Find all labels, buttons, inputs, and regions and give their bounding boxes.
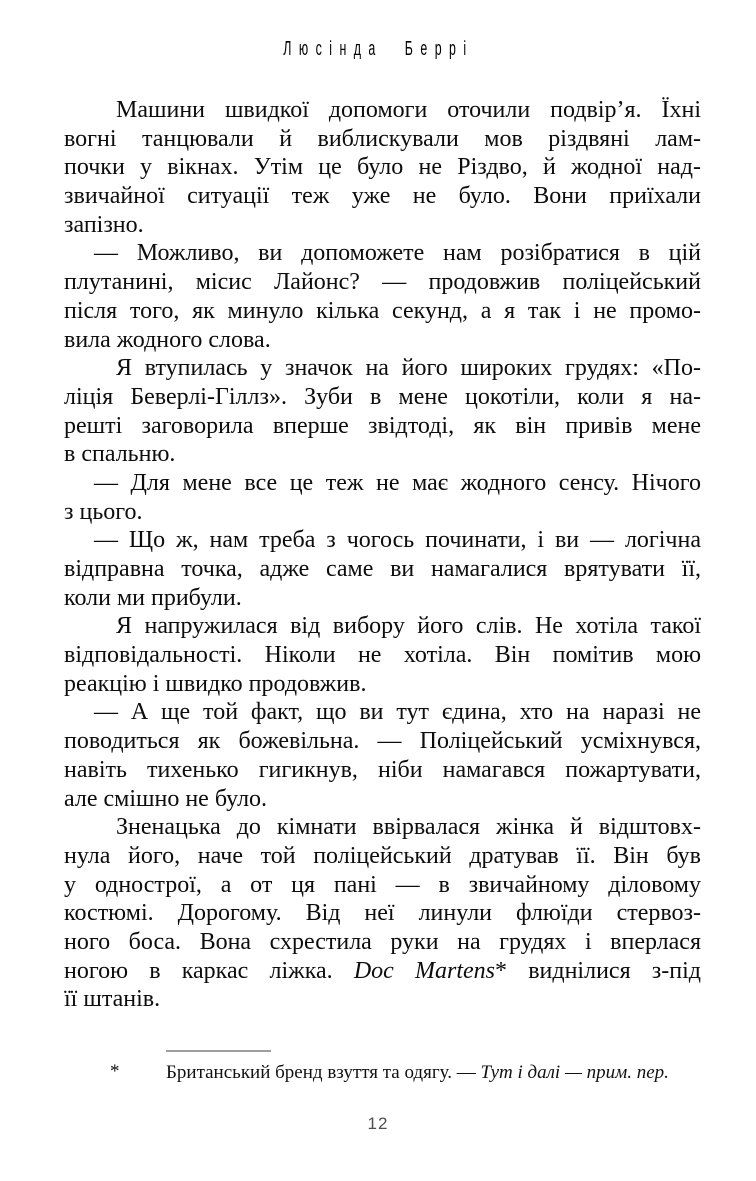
body-line: її штанів.	[64, 986, 161, 1013]
body-line: Зненацька до кімнати ввірвалася жінка й відштовх-	[116, 814, 701, 841]
body-line: звичайної ситуації теж уже не було. Вони приїхали	[64, 183, 701, 210]
paragraph	[64, 96, 701, 239]
paragraph	[64, 354, 701, 469]
body-line: реакцію і швидко продовжив.	[64, 670, 367, 697]
footnote-line	[64, 1061, 701, 1084]
body-line: поводиться як божевільна. — Поліцейський усміхнувся,	[64, 728, 701, 755]
body-line: відповідальності. Ніколи не хотіла. Він помітив мою	[64, 642, 701, 669]
page-number: 12	[367, 1114, 389, 1133]
body-line: нула його, наче той поліцейський дратував її. Він був	[64, 842, 701, 869]
body-line: ного боса. Вона схрестила руки на грудях і вперлася	[64, 928, 701, 955]
body-text	[64, 96, 701, 1014]
paragraph	[64, 526, 701, 612]
body-line: — Для мене все це теж не має жодного сенсу. Нічого	[94, 469, 701, 496]
body-line: у однострої, а от ця пані — в звичайному діловому	[64, 871, 701, 898]
body-line: — Можливо, ви допоможете нам розібратися в цій	[94, 240, 701, 267]
body-line: відправна точка, адже саме ви намагалися врятувати її,	[64, 556, 701, 582]
footnote-separator	[166, 1050, 271, 1052]
paragraph	[64, 239, 701, 354]
footnote-text: Британський бренд взуття та одягу. — Тут і далі — прим. пер.	[166, 1062, 669, 1083]
body-line: Машини швидкої допомоги оточили подвір’я. Їхні	[116, 97, 701, 123]
paragraph	[64, 469, 701, 526]
footnote-marker: *	[110, 1061, 120, 1082]
body-line: в спальню.	[64, 441, 176, 468]
body-line: — Що ж, нам треба з чогось починати, і ви — логічна	[94, 527, 701, 554]
body-line: костюмі. Дорогому. Від неї линули флюїди стервоз-	[64, 900, 701, 927]
paragraph	[64, 612, 701, 698]
body-line: Я напружилася від вибору його слів. Не хотіла такої	[116, 613, 701, 640]
body-line: решті заговорила вперше звідтоді, як він привів мене	[64, 412, 701, 439]
author-name: Люсінда Беррі	[282, 38, 474, 60]
body-line: вила жодного слова.	[64, 326, 271, 353]
footnote	[64, 1050, 701, 1084]
body-line: з цього.	[64, 498, 143, 525]
body-line: почки у вікнах. Утім це було не Різдво, й жодної над-	[64, 154, 701, 181]
body-line: вогні танцювали й виблискували мов різдвяні лам-	[64, 125, 701, 152]
body-line: запізно.	[64, 211, 144, 238]
body-line: навіть тихенько гигикнув, ніби намагався пожартувати,	[64, 756, 701, 783]
body-line: але смішно не було.	[64, 785, 268, 812]
body-line: Я втупилась у значок на його широких грудях: «По-	[116, 355, 701, 382]
body-line: ліція Беверлі-Гіллз». Зуби в мене цокотіли, коли я на-	[64, 383, 701, 410]
paragraph	[64, 698, 701, 813]
paragraph	[64, 813, 701, 1014]
body-line: коли ми прибули.	[64, 584, 242, 611]
body-line: ногою в каркас ліжка. Doc Martens* виднілися з-під	[64, 957, 701, 984]
body-line: після того, як минуло кілька секунд, а я так і не промо-	[64, 297, 701, 324]
body-line: — А ще той факт, що ви тут єдина, хто на наразі не	[94, 699, 701, 726]
running-header	[0, 38, 756, 61]
body-line: плутанині, місис Лайонс? — продовжив поліцейський	[64, 269, 701, 296]
